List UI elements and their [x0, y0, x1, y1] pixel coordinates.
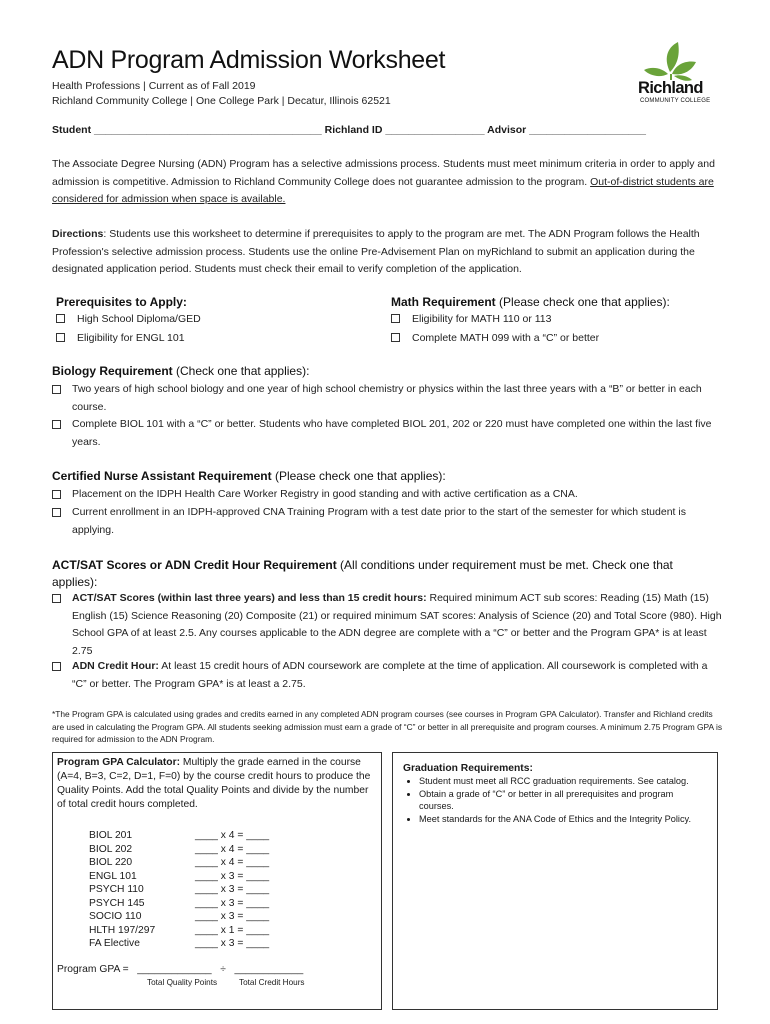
logo-subtitle: COMMUNITY COLLEGE: [640, 98, 711, 104]
math-item: Eligibility for MATH 110 or 113: [391, 311, 551, 329]
checkbox[interactable]: [52, 490, 61, 499]
cna-heading: Certified Nurse Assistant Requirement (Please check one that applies):: [52, 469, 446, 483]
checkbox[interactable]: [391, 333, 400, 342]
checkbox[interactable]: [52, 508, 61, 517]
calculator-instructions: Program GPA Calculator: Multiply the grade earned in the course (A=4, B=3, C=2, D=1, F=0) by the course credit hours to produce the Quality Points. Add the total Quality Points and divide by the number of total credit hours completed.: [57, 757, 371, 810]
checkbox[interactable]: [52, 594, 61, 603]
course-name: BIOL 201: [89, 830, 133, 841]
course-name: BIOL 202: [89, 843, 133, 855]
caption-quality-points: Total Quality Points: [147, 978, 218, 987]
course-formula[interactable]: ____ x 4 = ____: [195, 857, 270, 868]
prerequisites-heading: Prerequisites to Apply:: [56, 295, 187, 309]
checkbox[interactable]: [56, 314, 65, 323]
biology-item: Two years of high school biology and one year of high school chemistry or physics within the last three years with a “B” or better in each course.: [52, 381, 724, 416]
biology-item: Complete BIOL 101 with a “C” or better. Students who have completed BIOL 201, 202 or 220 must have completed one within the last five years.: [52, 416, 724, 451]
checkbox[interactable]: [52, 420, 61, 429]
intro-text: The Associate Degree Nursing (ADN) Program has a selective admissions process. Students must meet minimum criteria in order to apply and admission is competitive. Admission to Richland Community College does not guarantee admission to the program.: [52, 158, 715, 188]
directions-text: : Students use this worksheet to determine if prerequisites to apply to the program are met. The ADN Program follows the Health Profession's selective admission process. Students use the online Pre-Advisement Plan on myRichland to submit an application during the designated application period. Students must check their email to verify completion of the application.: [52, 228, 700, 275]
graduation-title: Graduation Requirements:: [403, 763, 533, 774]
actsat-heading: ACT/SAT Scores or ADN Credit Hour Requirement (All conditions under requirement must be met. Check one that applies):: [52, 558, 673, 589]
course-formula[interactable]: ____ x 3 = ____: [195, 884, 270, 895]
checkbox[interactable]: [391, 314, 400, 323]
actsat-item: ACT/SAT Scores (within last three years) and less than 15 credit hours: Required minimum ACT sub scores: Reading (15) Math (15) English (15) Science Reasoning (20) Composite (21) or required minimum SAT scores: Analysis of Science (20) and Total Score (980). High School GPA of at least 2.5. Any courses applicable to the ADN degree are complete with a “C” or better and the Program GPA* is at least 2.75: [52, 590, 724, 660]
graduation-requirements-box: [392, 752, 718, 1010]
course-name: BIOL 220: [89, 857, 133, 868]
gpa-calculator-box: [52, 752, 382, 1010]
course-formula[interactable]: ____ x 1 = ____: [195, 924, 270, 936]
cna-item: Current enrollment in an IDPH-approved CNA Training Program with a test date prior to the start of the semester for which student is applying.: [52, 504, 724, 539]
course-formula[interactable]: ____ x 3 = ____: [195, 911, 270, 922]
actsat-item: ADN Credit Hour: At least 15 credit hours of ADN coursework are complete at the time of application. All coursework is completed with a “C” or better. The Program GPA* is at least a 2.75.: [52, 658, 724, 693]
directions-paragraph: [52, 226, 724, 279]
course-formula[interactable]: ____ x 3 = ____: [195, 870, 270, 882]
directions-label: Directions: [52, 228, 104, 240]
intro-paragraph: [52, 156, 724, 209]
course-name: SOCIO 110: [89, 911, 142, 922]
cna-item: Placement on the IDPH Health Care Worker Registry in good standing and with active certification as a CNA.: [52, 486, 724, 504]
student-info-line[interactable]: Student _______________________________________ Richland ID _________________ Advisor ____________________: [52, 124, 646, 136]
caption-credit-hours: Total Credit Hours: [239, 978, 305, 987]
course-name: FA Elective: [89, 938, 140, 949]
list-item: • Student must meet all RCC graduation requirements. See catalog.: [419, 775, 709, 788]
course-name: ENGL 101: [89, 870, 137, 882]
course-formula[interactable]: ____ x 4 = ____: [195, 830, 270, 841]
intro-underlined: Out-of-district students are considered for admission when space is available.: [52, 175, 714, 205]
checkbox[interactable]: [52, 662, 61, 671]
math-item: Complete MATH 099 with a “C” or better: [391, 330, 599, 348]
course-name: PSYCH 110: [89, 884, 144, 895]
gpa-footnote: *The Program GPA is calculated using grades and credits earned in any completed ADN program courses (see courses in Program GPA Calculator). Transfer and Richland credits are used in calculating the Program GPA. All students seeking admission must earn a grade of “C” or better in all prerequisite and program courses. A minimum 2.75 Program GPA is required for admission to the ADN Program.: [52, 709, 723, 744]
list-item: • Obtain a grade of “C” or better in all prerequisites and program courses.: [419, 788, 709, 813]
biology-heading: Biology Requirement (Check one that applies):: [52, 364, 310, 378]
list-item: • Meet standards for the ANA Code of Ethics and the Integrity Policy.: [419, 813, 709, 826]
course-formula[interactable]: ____ x 3 = ____: [195, 897, 270, 909]
math-heading: Math Requirement (Please check one that applies):: [391, 295, 670, 309]
course-formula[interactable]: ____ x 4 = ____: [195, 843, 270, 855]
checkbox[interactable]: [52, 385, 61, 394]
course-formula[interactable]: ____ x 3 = ____: [195, 938, 270, 949]
header-line-1: Health Professions | Current as of Fall 2019: [52, 80, 256, 92]
checkbox[interactable]: [56, 333, 65, 342]
header-line-2: Richland Community College | One College Park | Decatur, Illinois 62521: [52, 95, 391, 107]
prereq-item: High School Diploma/GED: [56, 311, 201, 329]
graduation-list: [393, 775, 709, 825]
logo-wordmark: Richland: [638, 79, 703, 97]
prereq-item: Eligibility for ENGL 101: [56, 330, 185, 348]
course-name: PSYCH 145: [89, 897, 145, 909]
course-name: HLTH 197/297: [89, 924, 156, 936]
program-gpa-line[interactable]: Program GPA = _____________ ÷ ____________: [57, 964, 304, 975]
page-title: ADN Program Admission Worksheet: [52, 46, 446, 74]
